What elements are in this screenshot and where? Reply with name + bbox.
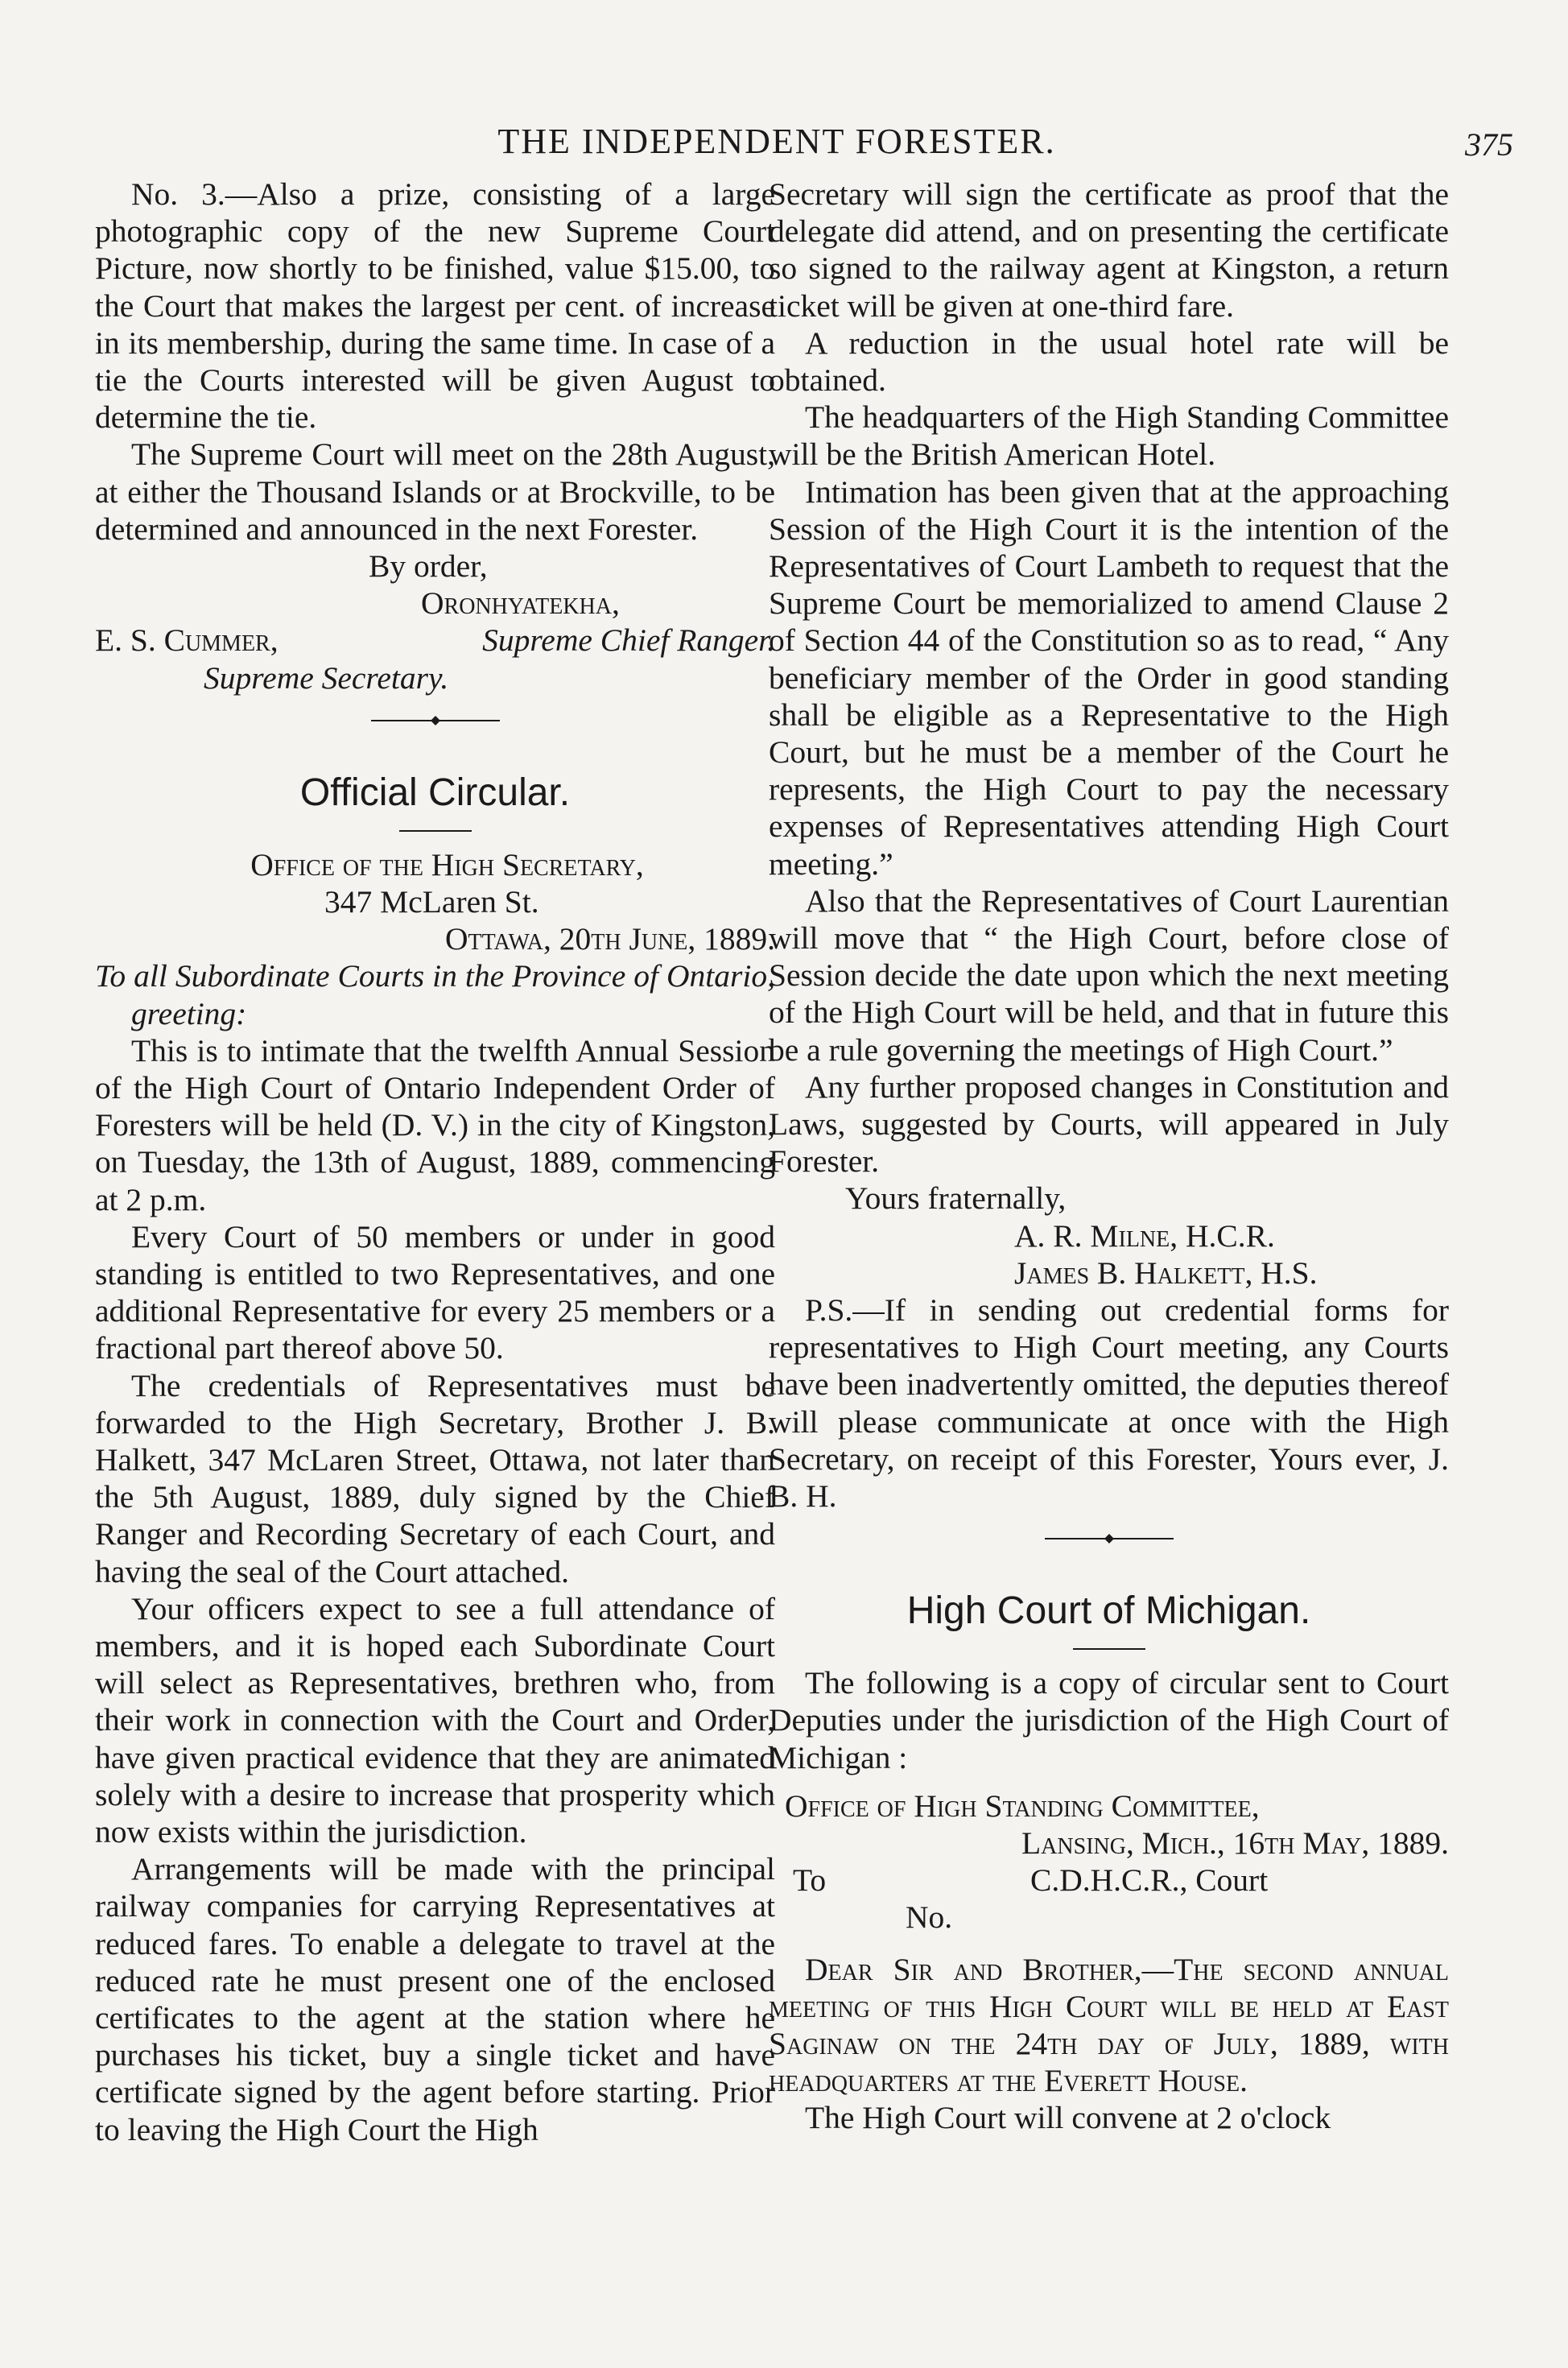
no-label: No. [906, 1899, 953, 1936]
ornament-divider [769, 1515, 1449, 1587]
paragraph: Dear Sir and Brother,—The second annual meeting of this High Court will be held at East Saginaw on the 24th day of July, 1889, with headquarters at the Everett House. [769, 1951, 1449, 2099]
signature-line [95, 659, 775, 696]
closing: Yours fraternally, [845, 1180, 1067, 1217]
paragraph: The following is a copy of circular sent to Court Deputies under the jurisdiction of the High Court of Michigan : [769, 1665, 1449, 1775]
signatory-title: Supreme Secretary. [204, 659, 449, 696]
signatory-title: Supreme Chief Ranger. [482, 622, 775, 659]
page-number: 375 [1465, 126, 1513, 163]
paragraph: This is to intimate that the twelfth Annual Session of the High Court of Ontario Independent Order of Foresters will be held (D. V.) in the city of Kingston, on Tuesday, the 13th of August, 1889, commencing at 2 p.m. [95, 1032, 775, 1217]
rule-divider [95, 822, 775, 846]
paragraph: Secretary will sign the certificate as proof that the delegate did attend, and on presenting the certificate so signed to the railway agent at Kingston, a return ticket will be given at one-third fare. [769, 176, 1449, 324]
address-line [769, 1862, 1449, 1899]
section-heading: Official Circular. [299, 771, 571, 814]
signatory-name: A. R. Milne, H.C.R. [1014, 1217, 1275, 1254]
office-line: Office of the High Secretary, [250, 846, 644, 882]
paragraph: No. 3.—Also a prize, consisting of a large photographic copy of the new Supreme Court Picture, now shortly to be finished, value $15.00, to the Court that makes the largest per cent. of increase in its membership, during the same time. In case of a tie the Courts interested will be given August to determine the tie. [95, 176, 775, 436]
paragraph: The High Court will convene at 2 o'clock [805, 2100, 1331, 2136]
signatory-name: Oronhyatekha, [421, 585, 620, 622]
to-label: To [793, 1862, 827, 1899]
date-line: Lansing, Mich., 16th May, 1889. [1021, 1825, 1449, 1862]
office-line: Office of High Standing Committee, [785, 1787, 1260, 1824]
signature-line [95, 585, 775, 622]
court-label: C.D.H.C.R., Court [1030, 1862, 1269, 1899]
paragraph: Also that the Representatives of Court Laurentian will move that “ the High Court, before close of Session decide the date upon which the next meeting of the High Court will be held, and that in future this be a rule governing the meetings of High Court.” [769, 882, 1449, 1068]
by-order: By order, [369, 548, 488, 585]
ornament-icon [1045, 1531, 1174, 1547]
section-heading: High Court of Michigan. [906, 1589, 1311, 1633]
signature-line [95, 622, 775, 659]
paragraph: Every Court of 50 members or under in good standing is entitled to two Representatives, and one additional Representative for every 25 members or a fractional part thereof above 50. [95, 1218, 775, 1366]
signature-line [769, 1217, 1449, 1254]
ornament-divider [95, 696, 775, 769]
paragraph: Arrangements will be made with the principal railway companies for carrying Representatives at reduced fares. To enable a delegate to travel at the reduced rate he must present one of the enclosed certificates to the agent at the station where he purchases his ticket, buy a single ticket and have certificate signed by the agent before starting. Prior to leaving the High Court the High [95, 1851, 775, 2147]
date-line: Ottawa, 20th June, 1889. [444, 921, 775, 957]
paragraph: Any further proposed changes in Constitution and Laws, suggested by Courts, will appeared in July Forester. [769, 1068, 1449, 1180]
paragraph: The credentials of Representatives must be forwarded to the High Secretary, Brother J. B. Halkett, 347 McLaren Street, Ottawa, not later than the 5th August, 1889, duly signed by the Chief Ranger and Recording Secretary of each Court, and having the seal of the Court attached. [95, 1367, 775, 1589]
paragraph: The headquarters of the High Standing Committee will be the British American Hotel. [769, 399, 1449, 473]
paragraph: Your officers expect to see a full attendance of members, and it is hoped each Subordinate Court will select as Representatives, brethren who, from their work in connection with the Court and Order, have given practical evidence that they are animated solely with a desire to increase that prosperity which now exists within the jurisdiction. [95, 1590, 775, 1850]
salutation: To all Subordinate Courts in the Province of Ontario, greeting: [95, 958, 775, 1031]
paragraph: A reduction in the usual hotel rate will be obtained. [769, 324, 1449, 399]
signatory-name: James B. Halkett, H.S. [1014, 1254, 1318, 1291]
ornament-icon [371, 713, 500, 729]
rule-divider [769, 1640, 1449, 1664]
left-column [95, 176, 775, 2148]
paragraph: The Supreme Court will meet on the 28th August, at either the Thousand Islands or at Brockville, to be determined and announced in the next Forester. [95, 436, 775, 547]
paragraph: Intimation has been given that at the approaching Session of the High Court it is the intention of the Representatives of Court Lambeth to request that the Supreme Court be memorialized to amend Clause 2 of Section 44 of the Constitution so as to read, “ Any beneficiary member of the Order in good standing shall be eligible as a Representative to the High Court, but he must be a member of the Court he represents, the High Court to pay the necessary expenses of Representatives attending High Court meeting.” [769, 473, 1449, 882]
address-line: 347 McLaren St. [324, 883, 539, 920]
signature-line [769, 1180, 1449, 1217]
right-column [769, 176, 1449, 2137]
journal-title: THE INDEPENDENT FORESTER. [497, 122, 1056, 161]
signature-line [769, 1254, 1449, 1291]
postscript: P.S.—If in sending out credential forms for representatives to High Court meeting, any Courts have been inadvertently omitted, the deputies thereof will please communicate at once with the High Secretary, on receipt of this Forester, Yours ever, J. B. H. [769, 1292, 1449, 1515]
signatory-name: E. S. Cummer, [95, 622, 279, 659]
signature-line [95, 548, 775, 585]
running-head [89, 121, 1513, 169]
